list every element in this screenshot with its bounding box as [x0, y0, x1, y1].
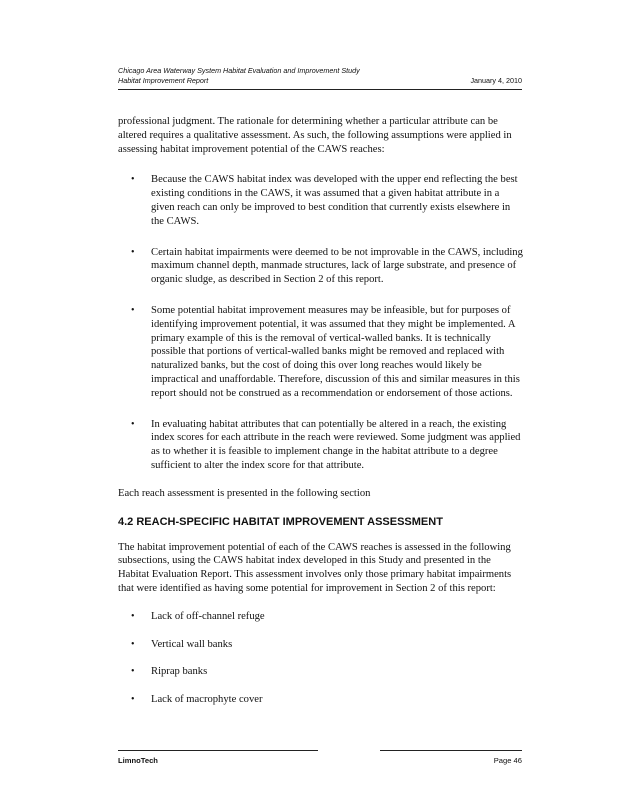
bullet-icon: •	[131, 174, 135, 186]
after-list-paragraph: Each reach assessment is presented in the following section	[118, 487, 371, 499]
assumption-text: In evaluating habitat attributes that can potentially be altered in a reach, the existing index scores for each attribute in the reach were reviewed. Some judgment was applied as to whether it is feasible to implement change in the habitat attribute to a degree sufficient to alter the index score for that attribute.	[151, 418, 521, 471]
impairment-text: Lack of off-channel refuge	[151, 610, 265, 622]
page-header	[118, 66, 522, 86]
bullet-icon: •	[131, 304, 135, 316]
assumptions-list	[118, 173, 523, 472]
assumption-text: Because the CAWS habitat index was developed with the upper end reflecting the best existing conditions in the CAWS, it was assumed that a given habitat attribute in a given reach can only be improved to best condition that currently exists elsewhere in the CAWS.	[151, 174, 518, 227]
list-item	[118, 610, 523, 624]
list-item	[118, 246, 523, 287]
bullet-icon: •	[131, 246, 135, 258]
header-title-line2: Habitat Improvement Report	[118, 76, 209, 85]
list-item	[118, 304, 523, 401]
header-divider	[118, 89, 522, 90]
bullet-icon: •	[131, 694, 135, 706]
list-item	[118, 665, 523, 679]
impairments-list	[118, 610, 523, 707]
impairment-text: Lack of macrophyte cover	[151, 694, 263, 706]
list-item	[118, 638, 523, 652]
impairment-text: Vertical wall banks	[151, 638, 233, 650]
footer-brand: LimnoTech	[118, 756, 158, 765]
bullet-icon: •	[131, 638, 135, 650]
header-date: January 4, 2010	[470, 76, 522, 85]
footer-divider-left	[118, 750, 318, 751]
header-title-line1: Chicago Area Waterway System Habitat Evaluation and Improvement Study	[118, 66, 360, 75]
intro-paragraph: professional judgment. The rationale for determining whether a particular attribute can be altered requires a qualitative assessment. As such, the following assumptions were applied in assessing habitat improvement potential of the CAWS reaches:	[118, 116, 512, 155]
section-heading: 4.2 REACH-SPECIFIC HABITAT IMPROVEMENT ASSESSMENT	[118, 515, 443, 528]
impairment-text: Riprap banks	[151, 666, 208, 678]
list-item	[118, 173, 523, 228]
list-item	[118, 693, 523, 707]
bullet-icon: •	[131, 418, 135, 430]
assumption-text: Certain habitat impairments were deemed to be not improvable in the CAWS, including maximum channel depth, manmade structures, lack of large substrate, and presence of organic sludge, as described in Section 2 of this report.	[151, 246, 523, 286]
list-item	[118, 418, 523, 473]
page-footer	[118, 756, 522, 765]
bullet-icon: •	[131, 666, 135, 678]
bullet-icon: •	[131, 610, 135, 622]
page-body	[118, 115, 523, 721]
footer-divider-right	[380, 750, 522, 751]
page-number: Page 46	[493, 756, 522, 765]
header-row2	[118, 76, 522, 86]
section-intro-paragraph: The habitat improvement potential of each of the CAWS reaches is assessed in the following subsections, using the CAWS habitat index developed in this Study and presented in the Habitat Evaluation Report. This assessment involves only those primary habitat impairments that were identified as having some potential for improvement in Section 2 of this report:	[118, 541, 512, 594]
assumption-text: Some potential habitat improvement measures may be infeasible, but for purposes of identifying improvement potential, it was assumed that they might be implemented. A primary example of this is the removal of vertical-walled banks. It is technically possible that portions of vertical-walled banks might be removed and replaced with naturalized banks, but the cost of doing this over long reaches would likely be impractical and unaffordable. Therefore, discussion of this and similar measures in this report should not be construed as a recommendation or endorsement of those actions.	[151, 304, 520, 399]
